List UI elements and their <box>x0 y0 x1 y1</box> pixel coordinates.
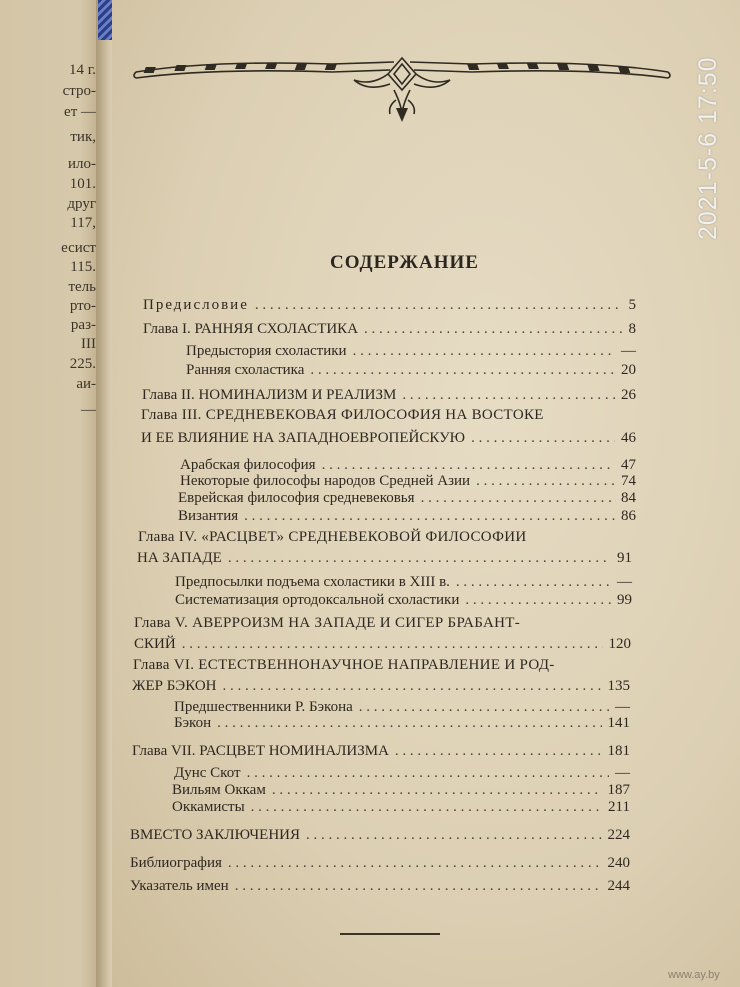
toc-entry-label: Предыстория схоластики <box>186 343 347 359</box>
toc-entry-label: Бэкон <box>174 715 212 731</box>
toc-page-number: 135 <box>607 678 630 694</box>
toc-entry-label: Глава I. РАННЯЯ СХОЛАСТИКА <box>143 321 359 337</box>
toc-page-number: 120 <box>608 636 631 652</box>
toc-entry-section <box>180 473 636 490</box>
leader-dots <box>471 430 615 447</box>
toc-page-number: 181 <box>607 743 630 759</box>
watermark: www.ay.by <box>668 969 720 981</box>
toc-page-number: 211 <box>608 799 630 815</box>
toc-entry-section <box>174 699 630 716</box>
toc-page-number: 74 <box>621 473 636 489</box>
leader-dots <box>251 799 602 816</box>
leader-dots <box>306 827 601 844</box>
toc-entry-section <box>186 362 636 379</box>
left-page-fragment: есист <box>61 240 96 256</box>
toc-entry-label: Библиография <box>130 855 222 871</box>
left-page-fragment: III <box>81 336 96 352</box>
toc-page-number: 84 <box>621 490 636 506</box>
toc-entry-label: ЖЕР БЭКОН <box>132 678 217 694</box>
leader-dots <box>223 678 602 695</box>
photo-timestamp: 2021-5-6 17:50 <box>694 56 722 240</box>
leader-dots <box>353 343 615 360</box>
toc-entry-chapter-3: Глава III. СРЕДНЕВЕКОВАЯ ФИЛОСОФИЯ НА ВОСТОКЕ <box>141 407 544 423</box>
toc-entry-section <box>172 782 630 799</box>
left-page-fragment: ило- <box>67 156 96 172</box>
leader-dots <box>272 782 602 799</box>
toc-entry-label: Глава VII. РАСЦВЕТ НОМИНАЛИЗМА <box>132 743 389 759</box>
toc-entry-chapter-7 <box>132 743 630 760</box>
left-page-fragment: 115. <box>70 259 96 275</box>
toc-entry-section <box>180 457 636 474</box>
left-page-fragment: тик, <box>70 129 96 145</box>
toc-entry-label: Указатель имен <box>130 878 229 894</box>
toc-entry-label: Некоторые философы народов Средней Азии <box>180 473 471 489</box>
toc-entry-label: НА ЗАПАДЕ <box>137 550 222 566</box>
toc-entry-chapter-6: Глава VI. ЕСТЕСТВЕННОНАУЧНОЕ НАПРАВЛЕНИЕ И РОД- <box>133 657 555 673</box>
toc-page-number: 47 <box>621 457 636 473</box>
toc-entry-chapter-6-cont <box>132 678 630 695</box>
toc-entry-label: Дунс Скот <box>174 765 241 781</box>
toc-page-number: 91 <box>617 550 632 566</box>
left-page-fragment: 101. <box>69 176 96 192</box>
toc-page-number: 26 <box>621 387 636 403</box>
left-page-fragment: 14 г. <box>69 62 96 78</box>
leader-dots <box>364 321 622 338</box>
page-title: СОДЕРЖАНИЕ <box>330 252 479 273</box>
leader-dots <box>395 743 602 760</box>
leader-dots <box>359 699 609 716</box>
toc-entry-bibliography <box>130 855 630 872</box>
toc-entry-label: Предшественники Р. Бэкона <box>174 699 353 715</box>
toc-entry-label: Систематизация ортодоксальной схоластики <box>175 592 460 608</box>
left-page-fragment: аи- <box>76 376 96 392</box>
toc-entry-label: И ЕЕ ВЛИЯНИЕ НА ЗАПАДНОЕВРОПЕЙСКУЮ <box>141 430 466 446</box>
leader-dots <box>247 765 609 782</box>
toc-entry-preface <box>143 297 636 314</box>
toc-entry-label: Вильям Оккам <box>172 782 266 798</box>
end-rule <box>340 933 440 935</box>
leader-dots <box>465 592 611 609</box>
toc-page-number: 187 <box>607 782 630 798</box>
left-page-fragment: ет — <box>64 104 96 120</box>
leader-dots <box>228 550 611 567</box>
toc-page-number: 46 <box>621 430 636 446</box>
toc-page-number: 224 <box>607 827 630 843</box>
toc-entry-label: Предисловие <box>143 297 249 313</box>
leader-dots <box>476 473 615 490</box>
leader-dots <box>421 490 615 507</box>
toc-page-number: 240 <box>607 855 630 871</box>
toc-entry-chapter-4-cont <box>137 550 632 567</box>
toc-page-number: 5 <box>628 297 636 313</box>
leader-dots <box>402 387 615 404</box>
toc-entry-section <box>175 592 632 609</box>
toc-entry-section <box>175 574 632 591</box>
left-page-fragment: — <box>81 402 96 418</box>
left-page-fragment: раз- <box>70 317 96 333</box>
leader-dots <box>217 715 601 732</box>
toc-page-number: 20 <box>621 362 636 378</box>
toc-entry-index <box>130 878 630 895</box>
toc-entry-chapter-5-cont <box>134 636 631 653</box>
toc-entry-label: Глава II. НОМИНАЛИЗМ И РЕАЛИЗМ <box>142 387 397 403</box>
toc-entry-conclusion <box>130 827 630 844</box>
leader-dots <box>228 855 602 872</box>
toc-entry-chapter-4: Глава IV. «РАСЦВЕТ» СРЕДНЕВЕКОВОЙ ФИЛОСОФИИ <box>138 529 527 545</box>
left-page-fragment: рто- <box>69 298 96 314</box>
toc-entry-label: Еврейская философия средневековья <box>178 490 415 506</box>
toc-entry-label: Византия <box>178 508 239 524</box>
toc-entry-label: Оккамисты <box>172 799 245 815</box>
leader-dots <box>322 457 615 474</box>
toc-entry-chapter-5: Глава V. АВЕРРОИЗМ НА ЗАПАДЕ И СИГЕР БРАБАНТ- <box>134 615 521 631</box>
toc-entry-section <box>172 799 630 816</box>
toc-entry-label: Ранняя схоластика <box>186 362 305 378</box>
toc-page-number: 86 <box>621 508 636 524</box>
leader-dots <box>255 297 623 314</box>
toc-page-number: — <box>617 574 632 590</box>
toc-entry-section <box>178 508 636 525</box>
left-page-fragment: друг <box>67 196 96 212</box>
toc-page-number: — <box>615 699 630 715</box>
leader-dots <box>244 508 615 525</box>
left-page-fragment: 225. <box>69 356 96 372</box>
toc-entry-section <box>186 343 636 360</box>
leader-dots <box>456 574 611 591</box>
toc-entry-section <box>174 715 630 732</box>
toc-page-number: 8 <box>628 321 636 337</box>
leader-dots <box>235 878 602 895</box>
left-page-fragment: 117, <box>70 215 96 231</box>
toc-entry-section <box>174 765 630 782</box>
toc-page-number: — <box>621 343 636 359</box>
left-page-fragment: тель <box>68 279 96 295</box>
toc-entry-chapter-2 <box>142 387 636 404</box>
leader-dots <box>182 636 603 653</box>
toc-entry-chapter-1 <box>143 321 636 338</box>
toc-entry-label: Предпосылки подъема схоластики в XIII в. <box>175 574 450 590</box>
toc-page-number: 244 <box>607 878 630 894</box>
toc-entry-label: ВМЕСТО ЗАКЛЮЧЕНИЯ <box>130 827 301 843</box>
toc-entry-label: Арабская философия <box>180 457 316 473</box>
toc-entry-chapter-3-cont <box>141 430 636 447</box>
left-page-fragment: стро- <box>62 83 96 99</box>
leader-dots <box>310 362 615 379</box>
toc-entry-label: СКИЙ <box>134 636 176 652</box>
toc-page-number: — <box>615 765 630 781</box>
toc-page-number: 99 <box>617 592 632 608</box>
toc-page-number: 141 <box>607 715 630 731</box>
toc-entry-section <box>178 490 636 507</box>
